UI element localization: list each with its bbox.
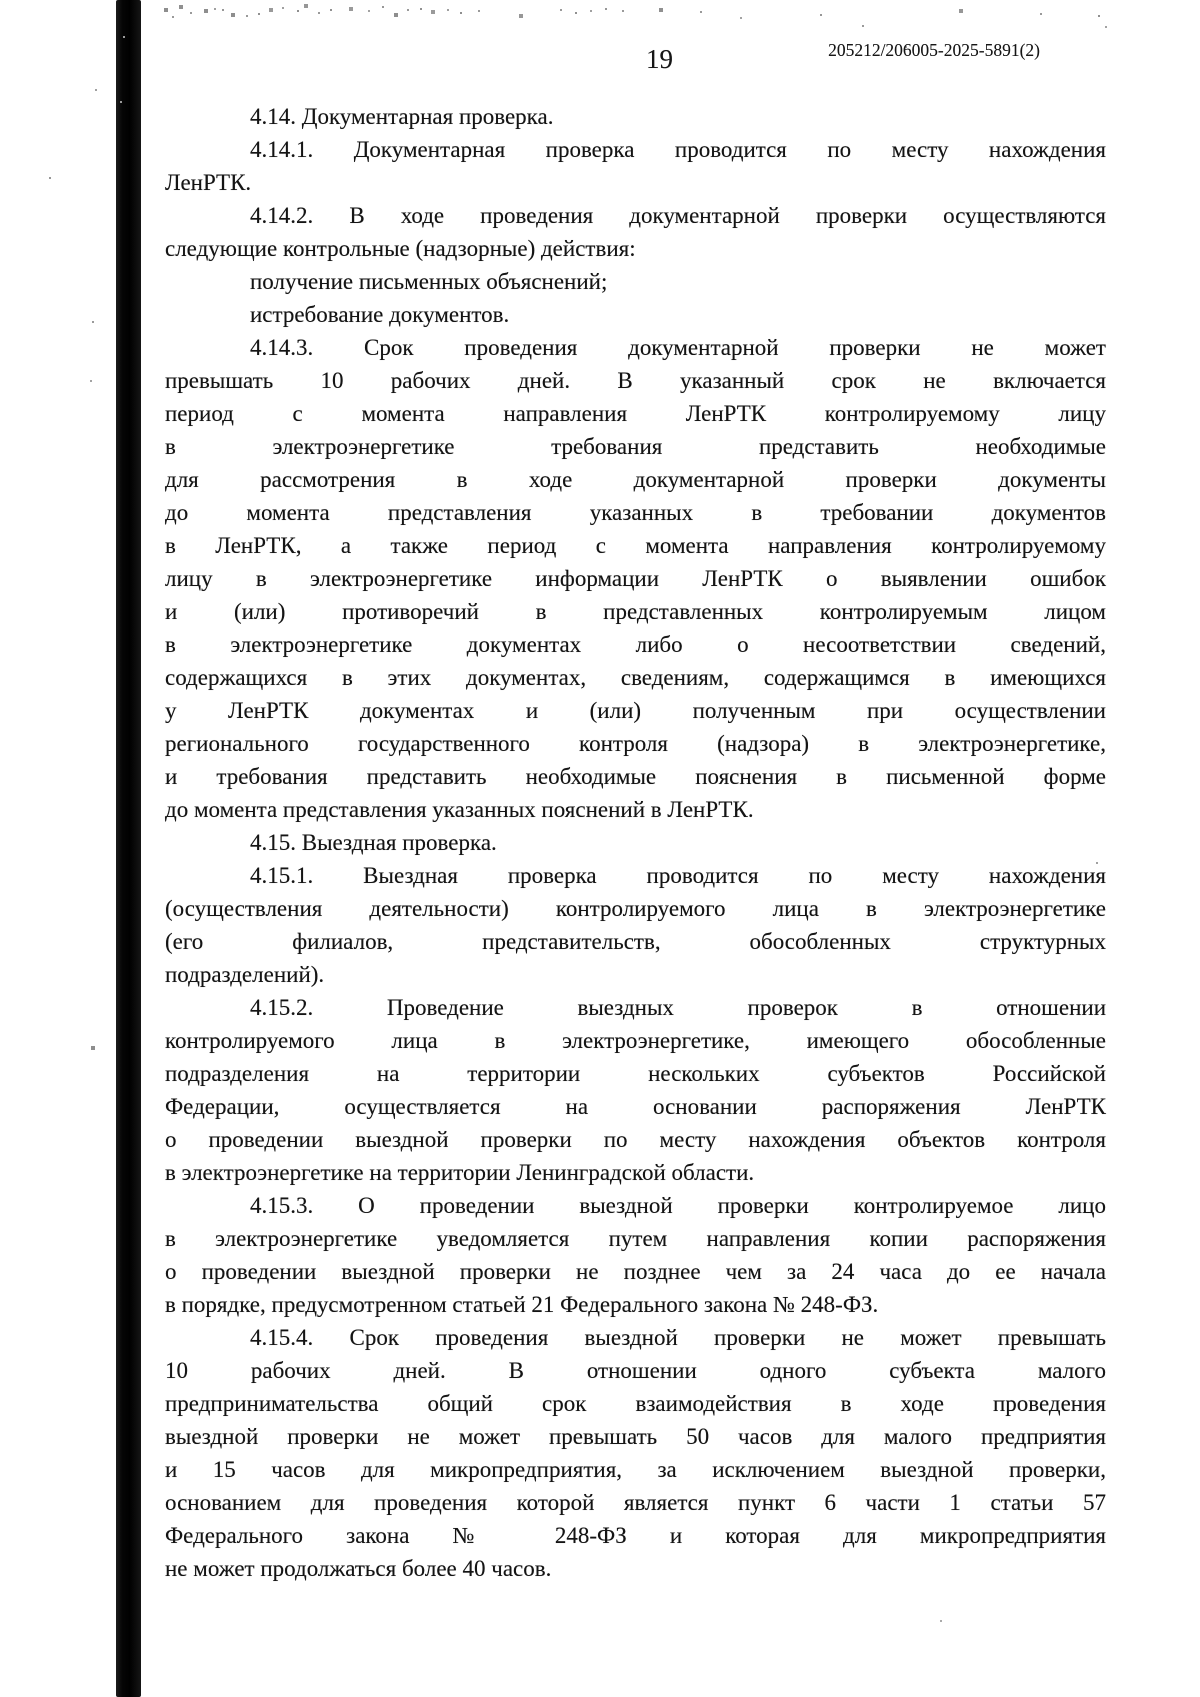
text-line: до момента представления указанных в требовании документов — [165, 500, 1106, 525]
text-line: не может продолжаться более 40 часов. — [165, 1556, 552, 1581]
text-line: 4.15.1. Выездная проверка проводится по месту нахождения — [250, 863, 1106, 888]
scan-artifact-left-bar — [116, 0, 141, 1697]
text-line: 4.15. Выездная проверка. — [250, 830, 497, 855]
text-line: 4.15.2. Проведение выездных проверок в отношении — [250, 995, 1106, 1020]
text-line: подразделения на территории нескольких субъектов Российской — [165, 1061, 1106, 1086]
text-line: до момента представления указанных пояснений в ЛенРТК. — [165, 797, 754, 822]
text-line: и 15 часов для микропредприятия, за исключением выездной проверки, — [165, 1457, 1106, 1482]
text-line: превышать 10 рабочих дней. В указанный срок не включается — [165, 368, 1106, 393]
scan-noise-specks — [0, 0, 2, 2]
text-line: и (или) противоречий в представленных контролируемым лицом — [165, 599, 1106, 624]
text-line: (его филиалов, представительств, обособленных структурных — [165, 929, 1106, 954]
text-line: следующие контрольные (надзорные) действия: — [165, 236, 636, 261]
text-line: в ЛенРТК, а также период с момента направления контролируемому — [165, 533, 1106, 558]
text-line: 10 рабочих дней. В отношении одного субъекта малого — [165, 1358, 1106, 1383]
text-line: в электроэнергетике на территории Ленинградской области. — [165, 1160, 755, 1185]
text-line: период с момента направления ЛенРТК контролируемому лицу — [165, 401, 1106, 426]
text-line: в электроэнергетике документах либо о несоответствии сведений, — [165, 632, 1106, 657]
text-line: основанием для проведения которой является пункт 6 части 1 статьи 57 — [165, 1490, 1106, 1515]
document-registration-number: 205212/206005-2025-5891(2) — [828, 40, 1040, 60]
document-body — [165, 100, 1106, 1585]
text-line: о проведении выездной проверки не позднее чем за 24 часа до ее начала — [165, 1259, 1106, 1284]
text-line: для рассмотрения в ходе документарной проверки документы — [165, 467, 1106, 492]
text-line: (осуществления деятельности) контролируемого лица в электроэнергетике — [165, 896, 1106, 921]
text-line: 4.14.3. Срок проведения документарной проверки не может — [250, 335, 1106, 360]
text-line: у ЛенРТК документах и (или) полученным при осуществлении — [165, 698, 1106, 723]
text-line: и требования представить необходимые пояснения в письменной форме — [165, 764, 1106, 789]
text-line: контролируемого лица в электроэнергетике, имеющего обособленные — [165, 1028, 1106, 1053]
text-line: в электроэнергетике требования представить необходимые — [165, 434, 1106, 459]
text-line: предпринимательства общий срок взаимодействия в ходе проведения — [165, 1391, 1106, 1416]
text-line: 4.15.4. Срок проведения выездной проверки не может превышать — [250, 1325, 1106, 1350]
text-line: 4.14.1. Документарная проверка проводится по месту нахождения — [250, 137, 1106, 162]
text-line: Федерального закона № 248-ФЗ и которая для микропредприятия — [165, 1523, 1106, 1548]
text-line: 4.14.2. В ходе проведения документарной проверки осуществляются — [250, 203, 1106, 228]
text-line: в электроэнергетике уведомляется путем направления копии распоряжения — [165, 1226, 1106, 1251]
text-line: содержащихся в этих документах, сведениям, содержащимся в имеющихся — [165, 665, 1106, 690]
text-line: лицу в электроэнергетике информации ЛенРТК о выявлении ошибок — [165, 566, 1106, 591]
text-line: 4.15.3. О проведении выездной проверки контролируемое лицо — [250, 1193, 1106, 1218]
text-line: 4.14. Документарная проверка. — [250, 104, 554, 129]
text-line: истребование документов. — [250, 302, 510, 327]
text-line: выездной проверки не может превышать 50 часов для малого предприятия — [165, 1424, 1106, 1449]
text-line: в порядке, предусмотренном статьей 21 Федерального закона № 248-ФЗ. — [165, 1292, 879, 1317]
text-line: получение письменных объяснений; — [250, 269, 608, 294]
page-number: 19 — [646, 44, 673, 74]
text-line: подразделений). — [165, 962, 325, 987]
text-line: ЛенРТК. — [165, 170, 252, 195]
text-line: регионального государственного контроля (надзора) в электроэнергетике, — [165, 731, 1106, 756]
text-line: о проведении выездной проверки по месту нахождения объектов контроля — [165, 1127, 1106, 1152]
text-line: Федерации, осуществляется на основании распоряжения ЛенРТК — [165, 1094, 1106, 1119]
